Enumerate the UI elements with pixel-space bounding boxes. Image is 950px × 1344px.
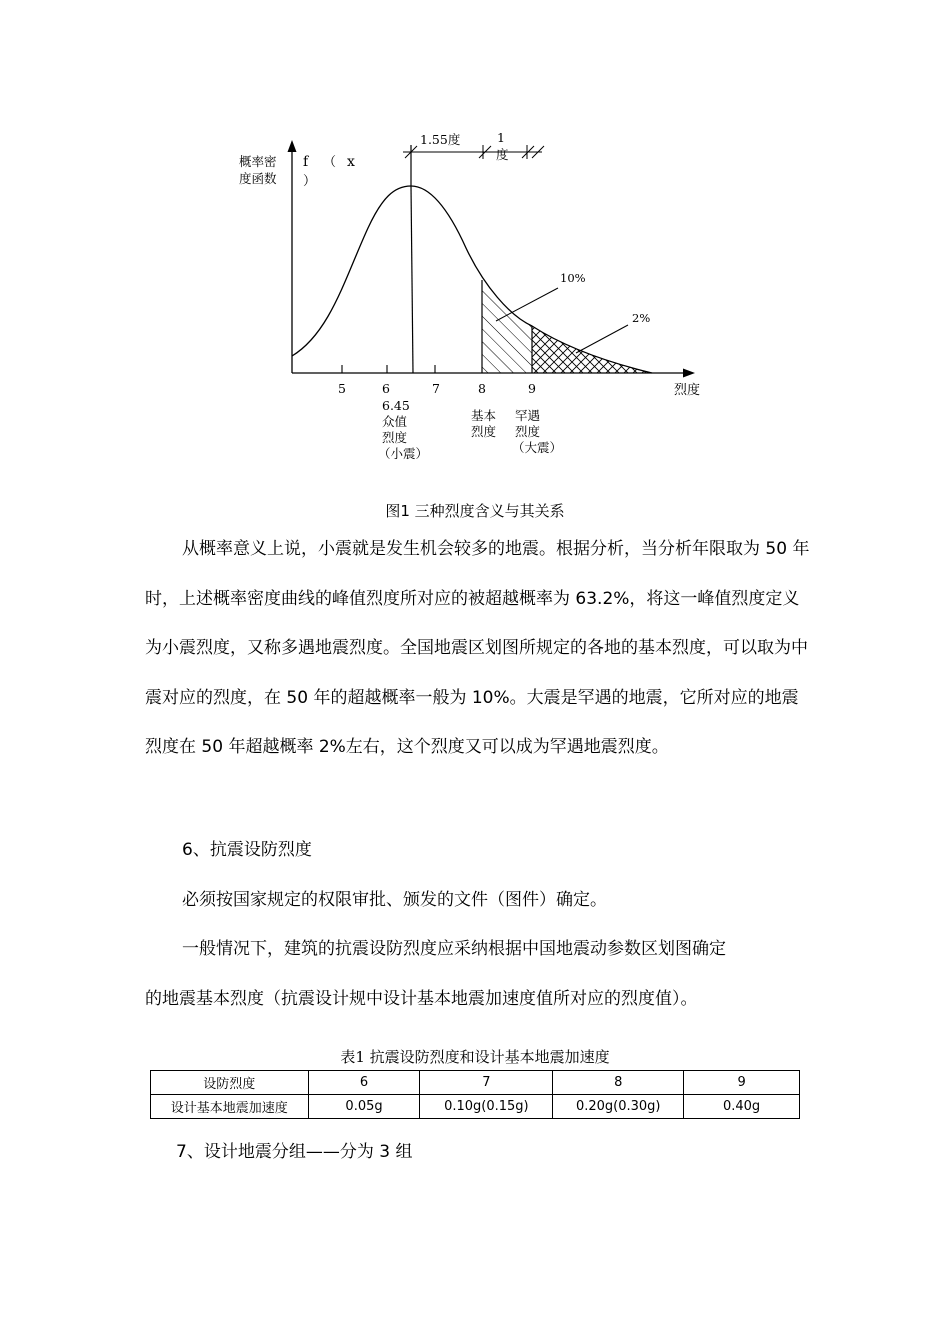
basic-label-line2: 烈度 [471,424,497,439]
fortification-acceleration-table [150,1070,800,1119]
paragraph-general-line1: 一般情况下，建筑的抗震设防烈度应采纳根据中国地震动参数区划图确定 [182,939,726,959]
x-tick-label: 5 [338,381,346,396]
y-axis-arrow [288,140,297,152]
intensity-probability-figure [230,128,730,468]
table-cell: 9 [684,1071,800,1095]
paragraph-probability [145,525,810,773]
mode-line [411,186,413,373]
x-tick-label: 6 [382,381,390,396]
table-caption: 表1 抗震设防烈度和设计基本地震加速度 [340,1048,610,1066]
table-cell: 0.40g [684,1095,800,1119]
exceedance-2pct-area [532,326,652,373]
y-axis-label-line1: 概率密 [239,154,277,169]
interval-label-2-num: 1 [497,130,505,145]
x-axis-arrow [683,369,695,378]
exceedance-10pct-area [482,280,532,373]
x-axis-unit-label: 烈度 [674,383,701,398]
heading-design-earthquake-group: 7、设计地震分组——分为 3 组 [176,1142,413,1162]
table-cell: 7 [420,1071,553,1095]
paragraph-general-line2: 的地震基本烈度（抗震设计规中设计基本地震加速度值所对应的烈度值）。 [145,989,698,1009]
x-tick-label: 9 [528,381,536,396]
table-row [151,1071,800,1095]
table-cell: 0.20g(0.30g) [553,1095,684,1119]
rare-label-line2: 烈度 [515,424,541,439]
fx-label-paren-close: ） [303,174,317,189]
basic-label-line1: 基本 [471,408,497,423]
label-2pct: 2% [632,311,651,325]
probability-density-curve [292,186,652,373]
table-cell: 8 [553,1071,684,1095]
label-10pct: 10% [560,271,586,285]
fx-label-f: f [303,154,309,170]
table-cell: 6 [308,1071,420,1095]
y-axis-label-line2: 度函数 [239,171,277,186]
x-tick-label: 7 [432,381,440,396]
heading-seismic-fortification-intensity: 6、抗震设防烈度 [182,840,312,860]
table-cell: 0.10g(0.15g) [420,1095,553,1119]
table-row [151,1095,800,1119]
table-cell: 0.05g [308,1095,420,1119]
mode-label-line1: 众值 [382,414,408,429]
interval-label-2-unit: 度 [496,147,509,162]
x-tick-label: 8 [478,381,486,396]
fx-label-x: x [347,154,355,170]
mode-value-label: 6.45 [382,398,410,413]
table-cell: 设防烈度 [151,1071,309,1095]
mode-label-line2: 烈度 [382,430,408,445]
figure-caption: 图1 三种烈度含义与其关系 [385,502,565,520]
fx-label-paren-open: （ [323,155,337,170]
interval-label-1: 1.55度 [420,132,461,147]
rare-label-line3: （大震） [512,440,563,455]
leader-2pct [576,325,628,353]
paragraph-approval: 必须按国家规定的权限审批、颁发的文件（图件）确定。 [182,890,607,910]
mode-label-line3: （小震） [378,446,429,461]
table-cell: 设计基本地震加速度 [151,1095,309,1119]
paragraph-probability-text: 从概率意义上说，小震就是发生机会较多的地震。根据分析，当分析年限取为 50 年时，上述概率密度曲线的峰值烈度所对应的被超越概率为 63.2%，将这一峰值烈度定义为小震烈度，又称多遇地震烈度。全国地震区划图所规定的各地的基本烈度，可以取为中震对应的烈度，在 50 年的超越概率一般为 10%。大震是罕遇的地震，它所对应的地震烈度在 50 年超越概率 2%左右，这个烈度又可以成为罕遇地震烈度。 [145,539,810,757]
rare-label-line1: 罕遇 [515,408,541,423]
